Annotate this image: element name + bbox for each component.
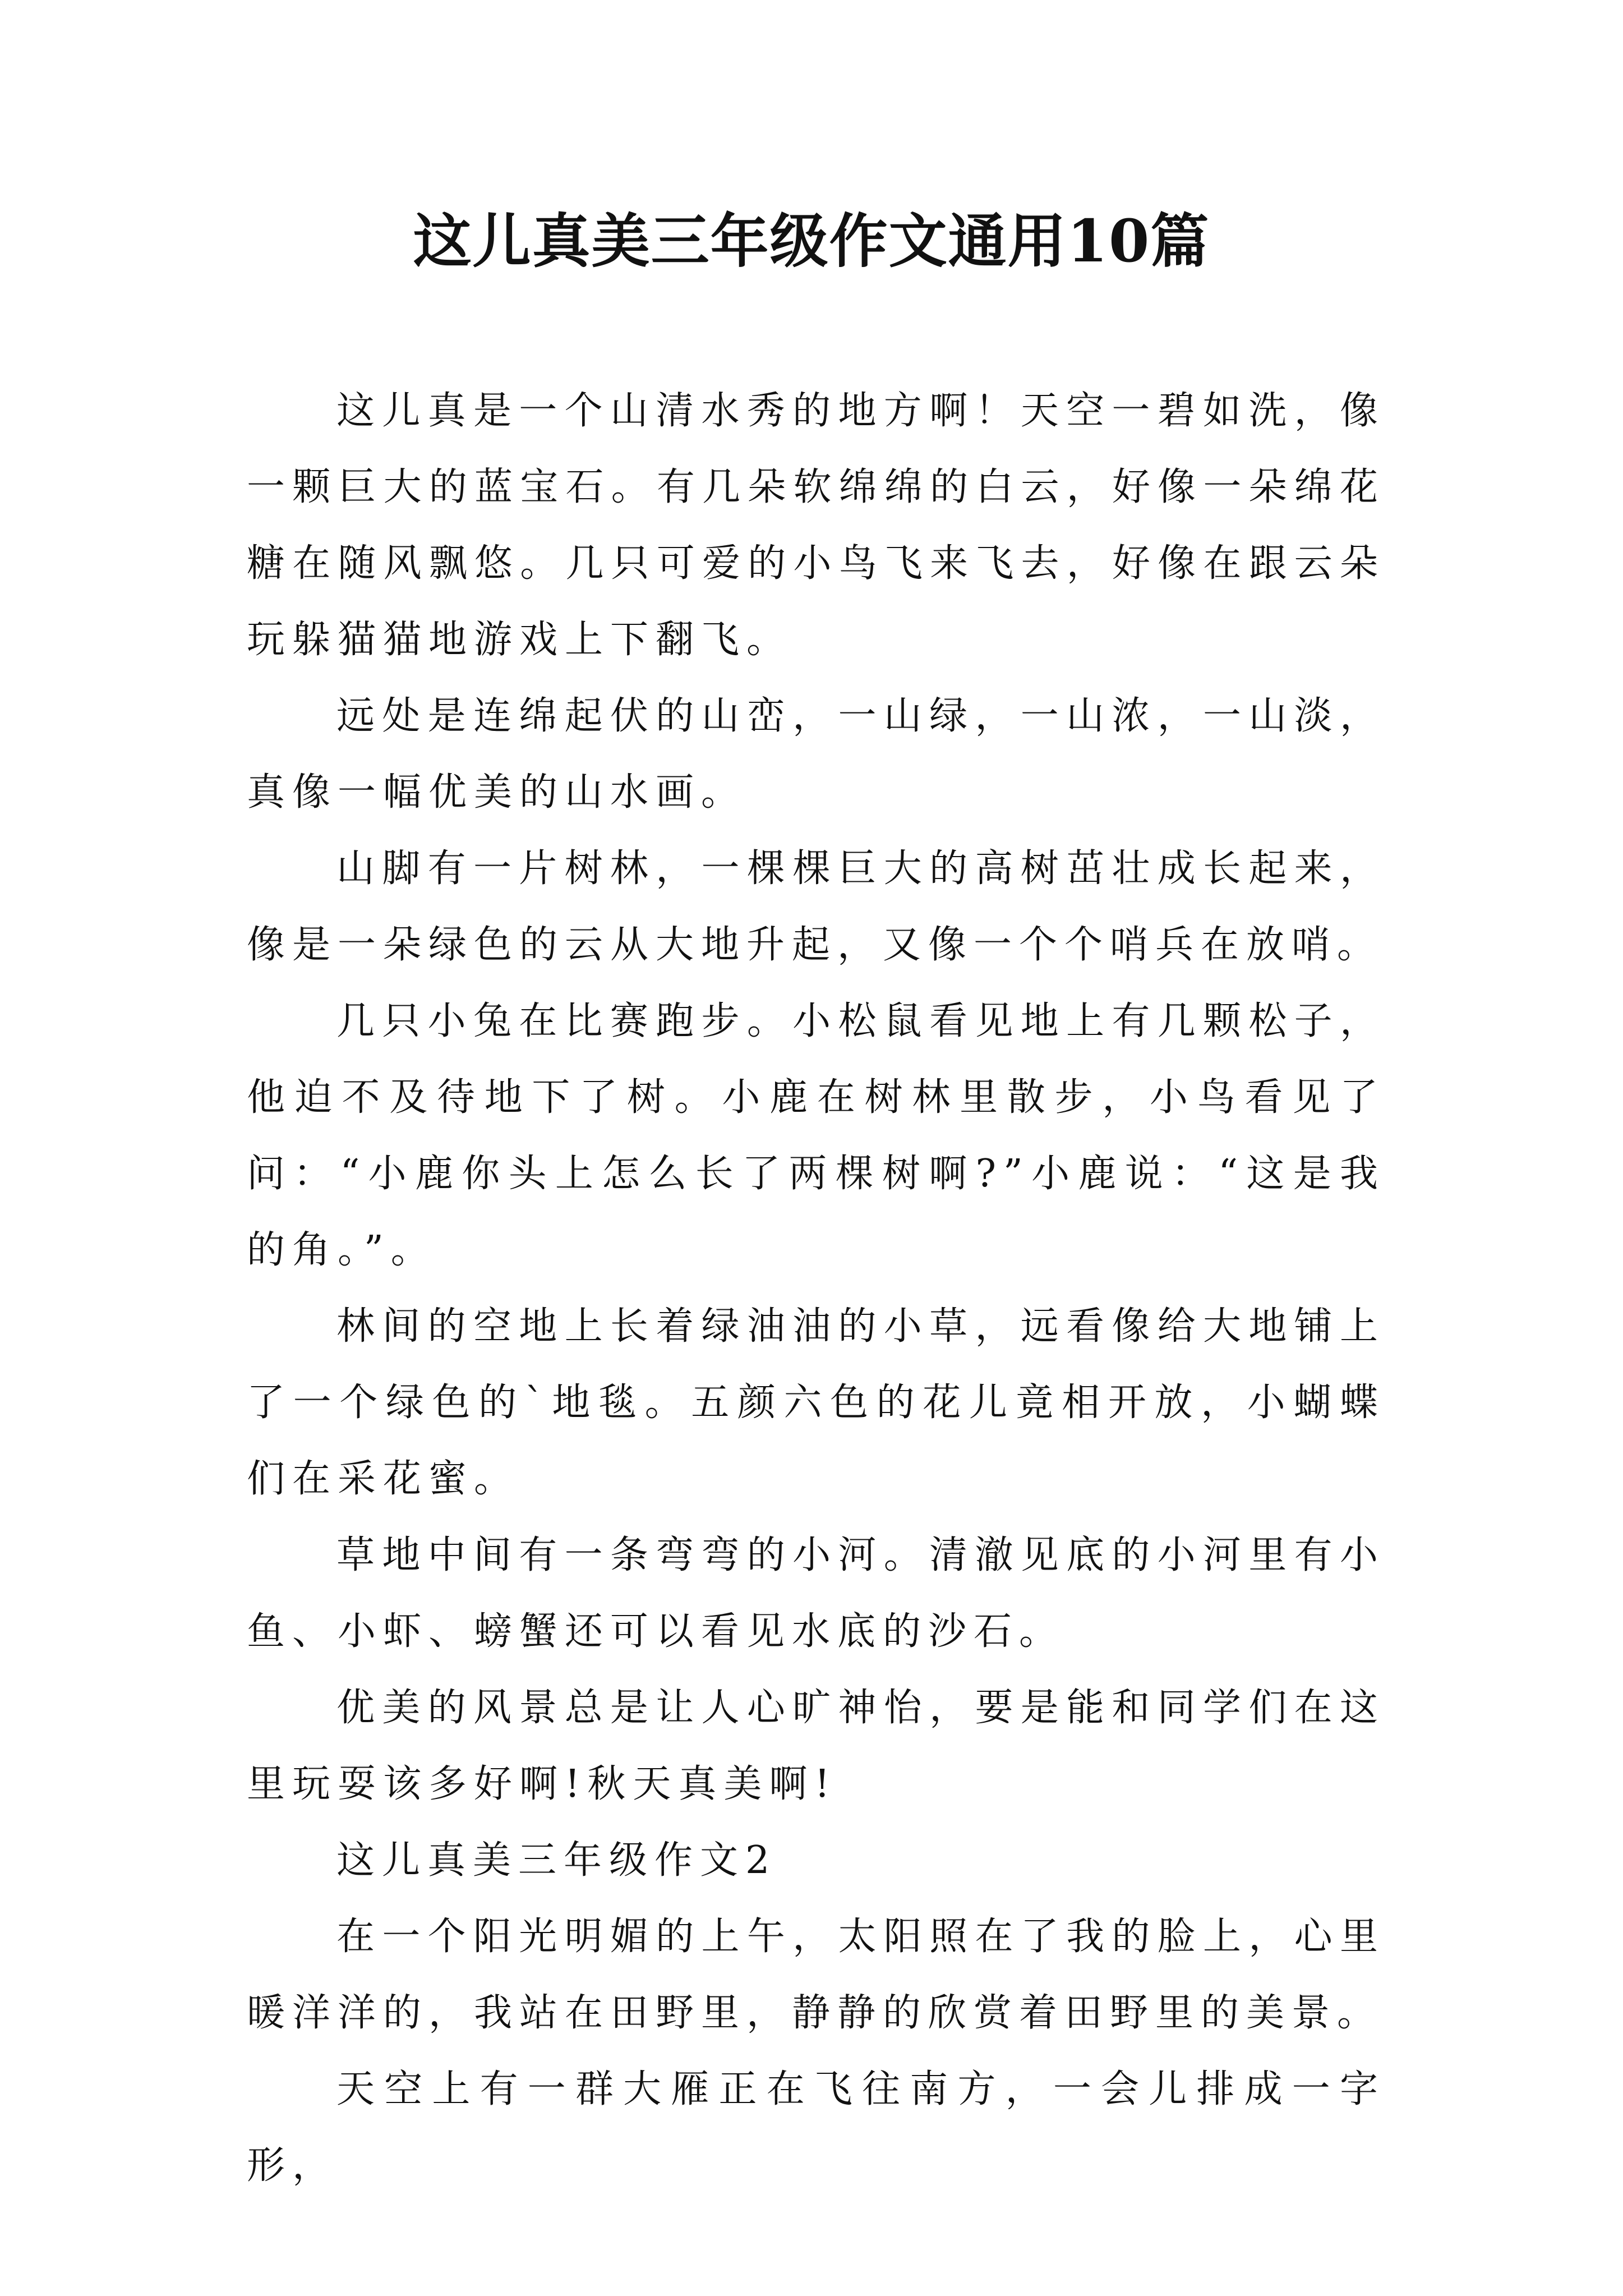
paragraph: 在一个阳光明媚的上午，太阳照在了我的脸上，心里暖洋洋的，我站在田野里，静静的欣赏着田野里的美景。 bbox=[247, 1915, 1385, 2035]
document-title: 这儿真美三年级作文通用10篇 bbox=[413, 206, 1210, 275]
document-body bbox=[247, 373, 1385, 2204]
paragraph: 几只小兔在比赛跑步。小松鼠看见地上有几颗松子，他迫不及待地下了树。小鹿在树林里散步，小鸟看见了问：“小鹿你头上怎么长了两棵树啊?”小鹿说：“这是我的角。”。 bbox=[247, 999, 1385, 1272]
paragraph: 天空上有一群大雁正在飞往南方，一会儿排成一字形， bbox=[247, 2067, 1385, 2188]
paragraph: 优美的风景总是让人心旷神怡，要是能和同学们在这里玩耍该多好啊!秋天真美啊! bbox=[247, 1686, 1385, 1806]
paragraph: 这儿真是一个山清水秀的地方啊！天空一碧如洗，像一颗巨大的蓝宝石。有几朵软绵绵的白云，好像一朵绵花糖在随风飘悠。几只可爱的小鸟飞来飞去，好像在跟云朵玩躲猫猫地游戏上下翻飞。 bbox=[247, 389, 1385, 662]
paragraph: 草地中间有一条弯弯的小河。清澈见底的小河里有小鱼、小虾、螃蟹还可以看见水底的沙石。 bbox=[247, 1533, 1385, 1654]
paragraph: 林间的空地上长着绿油油的小草，远看像给大地铺上了一个绿色的`地毯。五颜六色的花儿竟相开放，小蝴蝶们在采花蜜。 bbox=[247, 1304, 1385, 1501]
paragraph: 远处是连绵起伏的山峦，一山绿，一山浓，一山淡，真像一幅优美的山水画。 bbox=[247, 694, 1385, 815]
section-heading: 这儿真美三年级作文2 bbox=[336, 1838, 777, 1883]
paragraph: 山脚有一片树林，一棵棵巨大的高树茁壮成长起来，像是一朵绿色的云从大地升起，又像一个个哨兵在放哨。 bbox=[247, 846, 1385, 967]
